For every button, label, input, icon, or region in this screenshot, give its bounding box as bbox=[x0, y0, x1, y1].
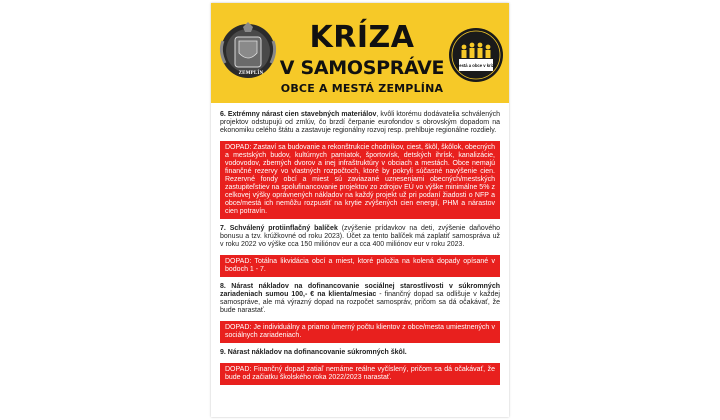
item-6-body: , kvôli ktorému dodávatelia schválených projektov odstupujú od zmlúv, čo brzdí čerpanie eurofondov s obrovským dopadom na ekonomiku celého štátu a zastavuje regionálny rozvoj resp. prehlbuje regionálne rozdiely. bbox=[220, 111, 500, 134]
leaflet-page bbox=[211, 3, 509, 417]
item-8-body: - finančný dopad sa odlišuje v každej samospráve, ale má výrazný dopad na rozpočet samospráv, pričom sa dá očakávať, že bude narastať. bbox=[220, 291, 500, 314]
title-kriza: KRÍZA bbox=[309, 20, 415, 55]
item-6-text bbox=[220, 111, 500, 135]
item-6-lead: 6. Extrémny nárast cien stavebných materiálov bbox=[220, 111, 377, 118]
item-9-text bbox=[220, 349, 500, 357]
item-7-lead: 7. Schválený protiinflačný balíček bbox=[220, 225, 338, 232]
item-9-lead: 9. Nárast nákladov na dofinancovanie súkromných škôl. bbox=[220, 349, 407, 356]
item-8-dopad: DOPAD: Je individuálny a priamo úmerný počtu klientov z obce/mesta umiestnených v sociálnych zariadeniach. bbox=[220, 321, 500, 343]
content bbox=[220, 111, 500, 391]
item-7-dopad: DOPAD: Totálna likvidácia obcí a miest, ktoré položia na kolená dopady opísané v bodoch 1 - 7. bbox=[220, 255, 500, 277]
title-obce-a-mesta: OBCE A MESTÁ ZEMPLÍNA bbox=[280, 82, 444, 95]
item-7-text bbox=[220, 225, 500, 249]
item-9-dopad: DOPAD: Finančný dopad zatiaľ nemáme reálne vyčíslený, pričom sa dá očakávať, že bude od začiatku školského roka 2022/2023 narastať. bbox=[220, 363, 500, 385]
item-8-lead: 8. Nárast nákladov na dofinancovanie sociálnej starostlivosti v súkromných zariadeniach sumou 100,- € na klienta/mesiac bbox=[220, 283, 500, 298]
right-logo-text: Mestá a obce v kríze bbox=[455, 63, 497, 68]
left-logo-text: ZEMPLÍN bbox=[238, 71, 264, 76]
mesta-a-obce-badge-icon bbox=[448, 27, 504, 83]
title-v-samosprave: V SAMOSPRÁVE bbox=[279, 57, 445, 79]
item-7-body: (zvýšenie prídavkov na deti, zvýšenie daňového bonusu a tzv. krúžkovné od roku 2023). Účet za tento balíček má zaplatiť samospráva už v roku 2022 vo výške cca 150 miliónov eur a cca 400 miliónov eur v roku 2023. bbox=[220, 225, 501, 248]
item-8-text bbox=[220, 283, 500, 315]
item-6-dopad: DOPAD: Zastaví sa budovanie a rekonštrukcie chodníkov, ciest, škôl, škôlok, obecných a mestských budov, kultúrnych pamiatok, športovísk, detských ihrísk, kanalizácie, vodovodov, zberných dvorov a inej infraštruktúry v obciach a mestách. Obce nemajú finančné rezervy vo vlastných rozpočtoch, ktoré by pokryli súčasné navýšenie cien. Rezervné fondy obcí a miest sú zaviazané uzneseniami obecných/mestských zastupiteľstiev na spolufinancovanie projektov zo zdrojov EÚ vo výške minimálne 5% z celkovej výšky oprávnených nákladov na každý projekt už pri podaní žiadosti o NFP a obce/mestá ich nemôžu rozpustiť na krytie zvýšených cien energií, PHM a nárastov cien potravín. bbox=[220, 141, 500, 219]
header-banner bbox=[211, 3, 509, 103]
